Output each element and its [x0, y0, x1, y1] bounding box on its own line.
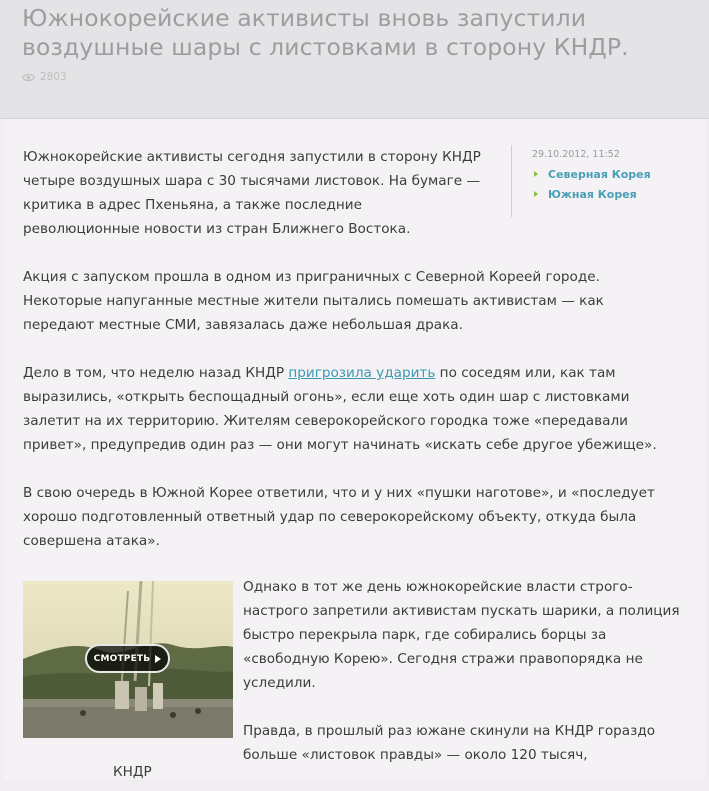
- paragraph-1: Южнокорейские активисты сегодня запустили в сторону КНДР четыре воздушных шара с 30 тысячами листовок. На бумаге — критика в адрес Пхеньяна, а также последние революционные новости из стран Ближнего Востока.: [23, 149, 481, 237]
- threat-link[interactable]: пригрозила ударить: [288, 365, 436, 381]
- article-header: [0, 0, 709, 119]
- article-text-continued: [243, 575, 693, 791]
- paragraph-3-start: Дело в том, что неделю назад КНДР: [23, 365, 289, 381]
- paragraph-2: Акция с запуском прошла в одном из приграничных с Северной Кореей городе. Некоторые напуганные местные жители пытались помешать активистам — как передают местные СМИ, завязалась даже небольшая драка.: [23, 269, 604, 333]
- paragraph-3-end: по соседям или, как там выразились, «открыть беспощадный огонь», если еще хоть один шар с листовками залетит на их территорию. Жителям северокорейского городка тоже «передавали привет», предупредив один раз — они могут начинать «искать себе другое убежище».: [23, 365, 657, 453]
- tag-label: Южная Корея: [548, 187, 637, 201]
- eye-icon: [22, 73, 35, 82]
- tag-label: Северная Корея: [548, 167, 651, 181]
- paragraph-4: В свою очередь в Южной Корее ответили, что и у них «пушки наготове», и «последует хорошо подготовленный ответный удар по северокорейскому объекту, откуда была совершена атака».: [23, 485, 655, 549]
- paragraph-5: Однако в тот же день южнокорейские власти строго-настрого запретили активистам пускать шарики, а полиция быстро перекрыла парк, где собирались борцы за «свободную Корею». Сегодня стражи правопорядка не уследили.: [243, 579, 680, 691]
- article-text: [23, 145, 673, 577]
- watch-label: СМОТРЕТЬ: [93, 653, 151, 664]
- article-title: Южнокорейские активисты вновь запустили воздушные шары с листовками в сторону КНДР.: [22, 4, 629, 61]
- paragraph-3: [23, 361, 673, 457]
- video-thumbnail[interactable]: [23, 581, 233, 738]
- view-count: 2803: [40, 71, 67, 83]
- paragraph-7-fragment: КНДР: [113, 764, 152, 780]
- publish-date: 29.10.2012, 11:52: [532, 149, 620, 160]
- paragraph-6: Правда, в прошлый раз южане скинули на КНДР гораздо больше «листовок правды» — около 120 тысяч,: [243, 723, 656, 763]
- play-icon: [155, 655, 161, 663]
- watch-video-button[interactable]: [85, 644, 170, 673]
- view-counter: [22, 71, 67, 83]
